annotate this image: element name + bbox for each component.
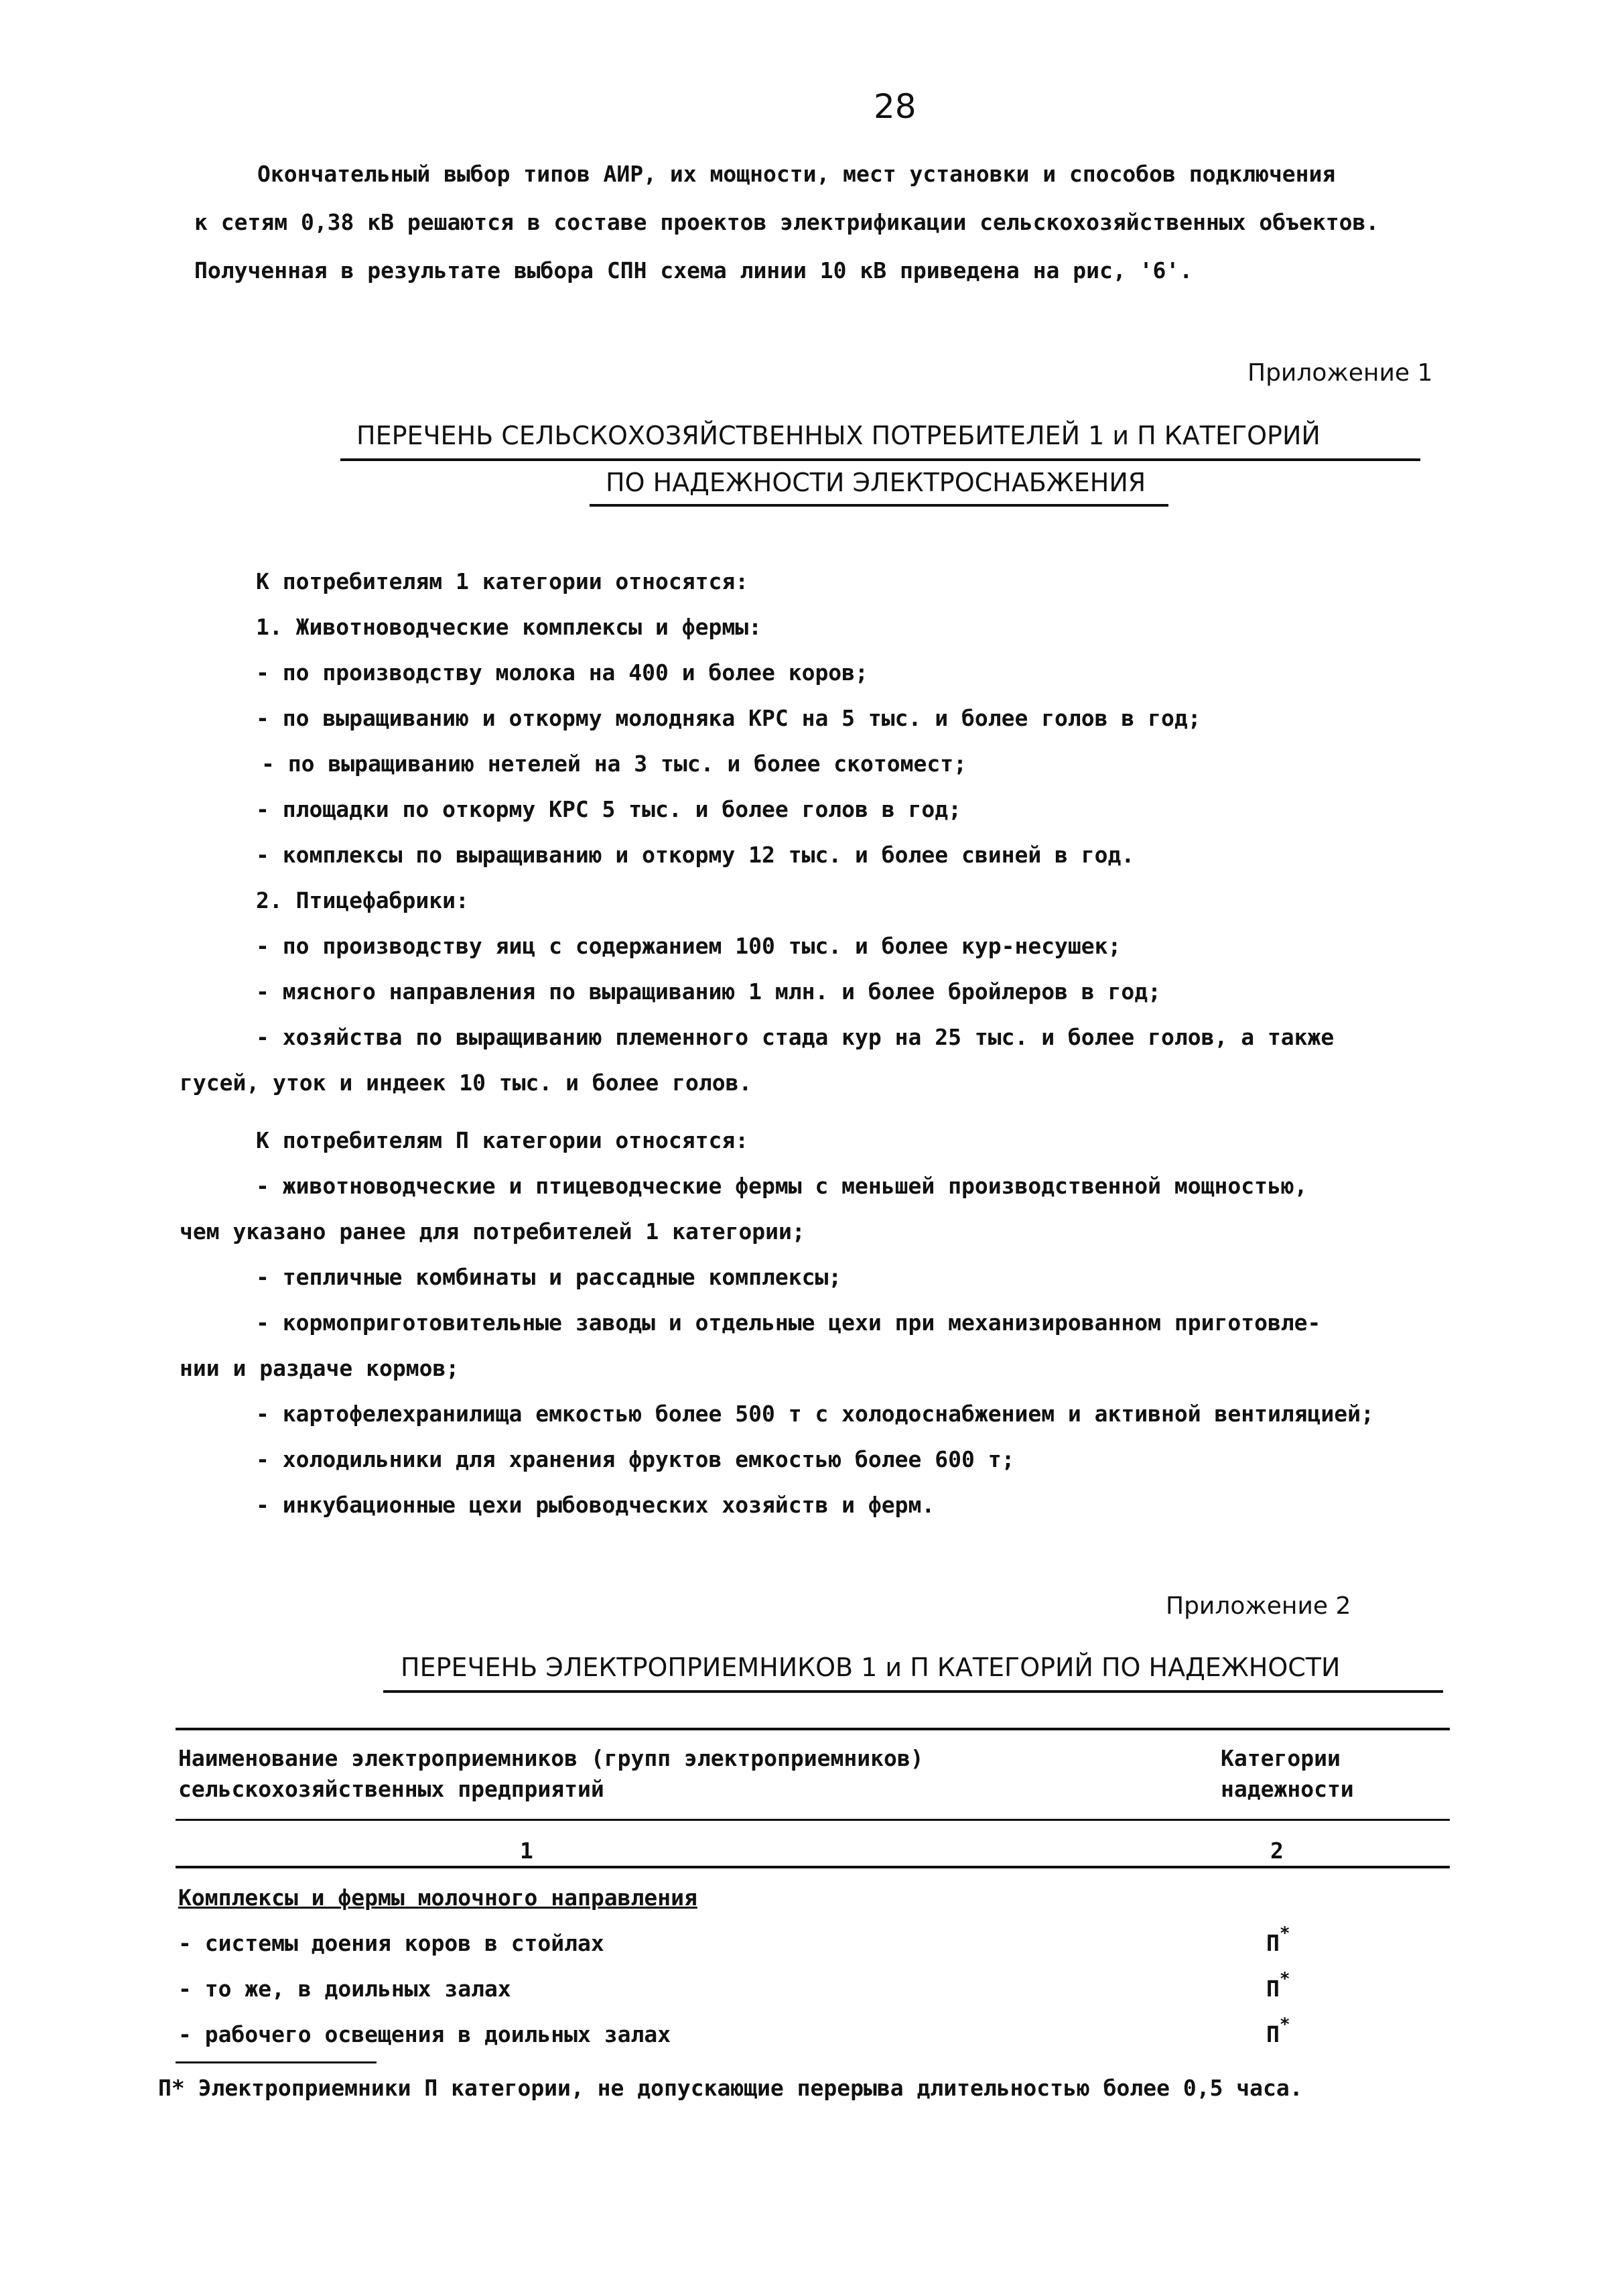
appendix-1-title-line-1: ПЕРЕЧЕНЬ СЕЛЬСКОХОЗЯЙСТВЕННЫХ ПОТРЕБИТЕЛЕЙ 1 и П КАТЕГОРИЙ <box>356 421 1321 450</box>
table-header-name-line-2: сельскохозяйственных предприятий <box>178 1776 604 1802</box>
list-line: - хозяйства по выращиванию племенного стада кур на 25 тыс. и более голов, а также <box>256 1024 1335 1050</box>
list-line: - по выращиванию нетелей на 3 тыс. и более скотомест; <box>261 751 967 777</box>
table-row-name: - системы доения коров в стойлах <box>178 1930 604 1956</box>
table-header-rule <box>176 1819 1450 1821</box>
appendix-1-label: Приложение 1 <box>1247 359 1433 387</box>
list-line: - инкубационные цехи рыбоводческих хозяйств и ферм. <box>256 1492 935 1518</box>
list-line: 1. Животноводческие комплексы и фермы: <box>256 614 762 640</box>
list-line: - кормоприготовительные заводы и отдельные цехи при механизированном приготовле- <box>256 1310 1321 1336</box>
list-line: - по производству молока на 400 и более коров; <box>256 659 868 686</box>
list-line: чем указано ранее для потребителей 1 категории; <box>180 1218 805 1245</box>
list-line: - по производству яиц с содержанием 100 тыс. и более кур-несушек; <box>256 933 1122 959</box>
table-top-rule <box>176 1728 1450 1730</box>
list-line: - площадки по откорму КРС 5 тыс. и более голов в год; <box>256 796 961 822</box>
title-underline-1 <box>340 458 1420 461</box>
table-row-name: - то же, в доильных залах <box>178 1976 511 2002</box>
table-row-category: П* <box>1266 2015 1290 2047</box>
table-row-category: П* <box>1266 1923 1290 1956</box>
table-column-number-1: 1 <box>520 1838 533 1864</box>
list-line: - картофелехранилища емкостью более 500 т с холодоснабжением и активной вентиляцией; <box>256 1401 1374 1427</box>
footnote-text: Электроприемники П категории, не допускающие перерыва длительностью более 0,5 часа. <box>198 2075 1303 2101</box>
list-line: нии и раздаче кормов; <box>180 1355 460 1381</box>
footnote <box>158 2075 1303 2102</box>
appendix-2-label: Приложение 2 <box>1166 1592 1351 1620</box>
list-line: гусей, уток и индеек 10 тыс. и более голов. <box>180 1070 752 1096</box>
table-header-category-line-2: надежности <box>1221 1776 1354 1802</box>
list-line: - холодильники для хранения фруктов емкостью более 600 т; <box>256 1446 1015 1472</box>
intro-line-2: к сетям 0,38 кВ решаются в составе проектов электрификации сельскохозяйственных объектов. <box>194 209 1379 235</box>
list-line: К потребителям 1 категории относятся: <box>256 568 749 594</box>
appendix-1-title-line-2: ПО НАДЕЖНОСТИ ЭЛЕКТРОСНАБЖЕНИЯ <box>606 468 1146 497</box>
table-column-number-2: 2 <box>1270 1838 1284 1864</box>
intro-line-1: Окончательный выбор типов АИР, их мощности, мест установки и способов подключения <box>257 161 1336 187</box>
title-underline-3 <box>383 1690 1443 1693</box>
page-number: 28 <box>874 87 917 126</box>
list-line: - комплексы по выращиванию и откорму 12 тыс. и более свиней в год. <box>256 842 1135 868</box>
list-line: - мясного направления по выращиванию 1 млн. и более бройлеров в год; <box>256 978 1162 1005</box>
footnote-mark: П* <box>158 2075 185 2101</box>
appendix-2-title: ПЕРЕЧЕНЬ ЭЛЕКТРОПРИЕМНИКОВ 1 и П КАТЕГОРИЙ ПО НАДЕЖНОСТИ <box>401 1653 1341 1682</box>
table-header-category-line-1: Категории <box>1221 1745 1341 1771</box>
title-underline-2 <box>590 504 1168 507</box>
table-section-title: Комплексы и фермы молочного направления <box>178 1885 697 1911</box>
list-line: - животноводческие и птицеводческие фермы с меньшей производственной мощностью, <box>256 1173 1308 1199</box>
table-header-name-line-1: Наименование электроприемников (групп электроприемников) <box>178 1745 924 1771</box>
list-line: К потребителям П категории относятся: <box>256 1127 749 1153</box>
table-numbers-rule <box>176 1866 1450 1868</box>
table-row-category: П* <box>1266 1969 1290 2002</box>
table-row-name: - рабочего освещения в доильных залах <box>178 2021 671 2047</box>
list-line: - тепличные комбинаты и рассадные комплексы; <box>256 1264 842 1290</box>
list-line: 2. Птицефабрики: <box>256 887 469 913</box>
list-line: - по выращиванию и откорму молодняка КРС на 5 тыс. и более голов в год; <box>256 705 1201 731</box>
footnote-separator <box>176 2061 377 2063</box>
intro-line-3: Полученная в результате выбора СПН схема линии 10 кВ приведена на рис, '6'. <box>194 257 1193 283</box>
